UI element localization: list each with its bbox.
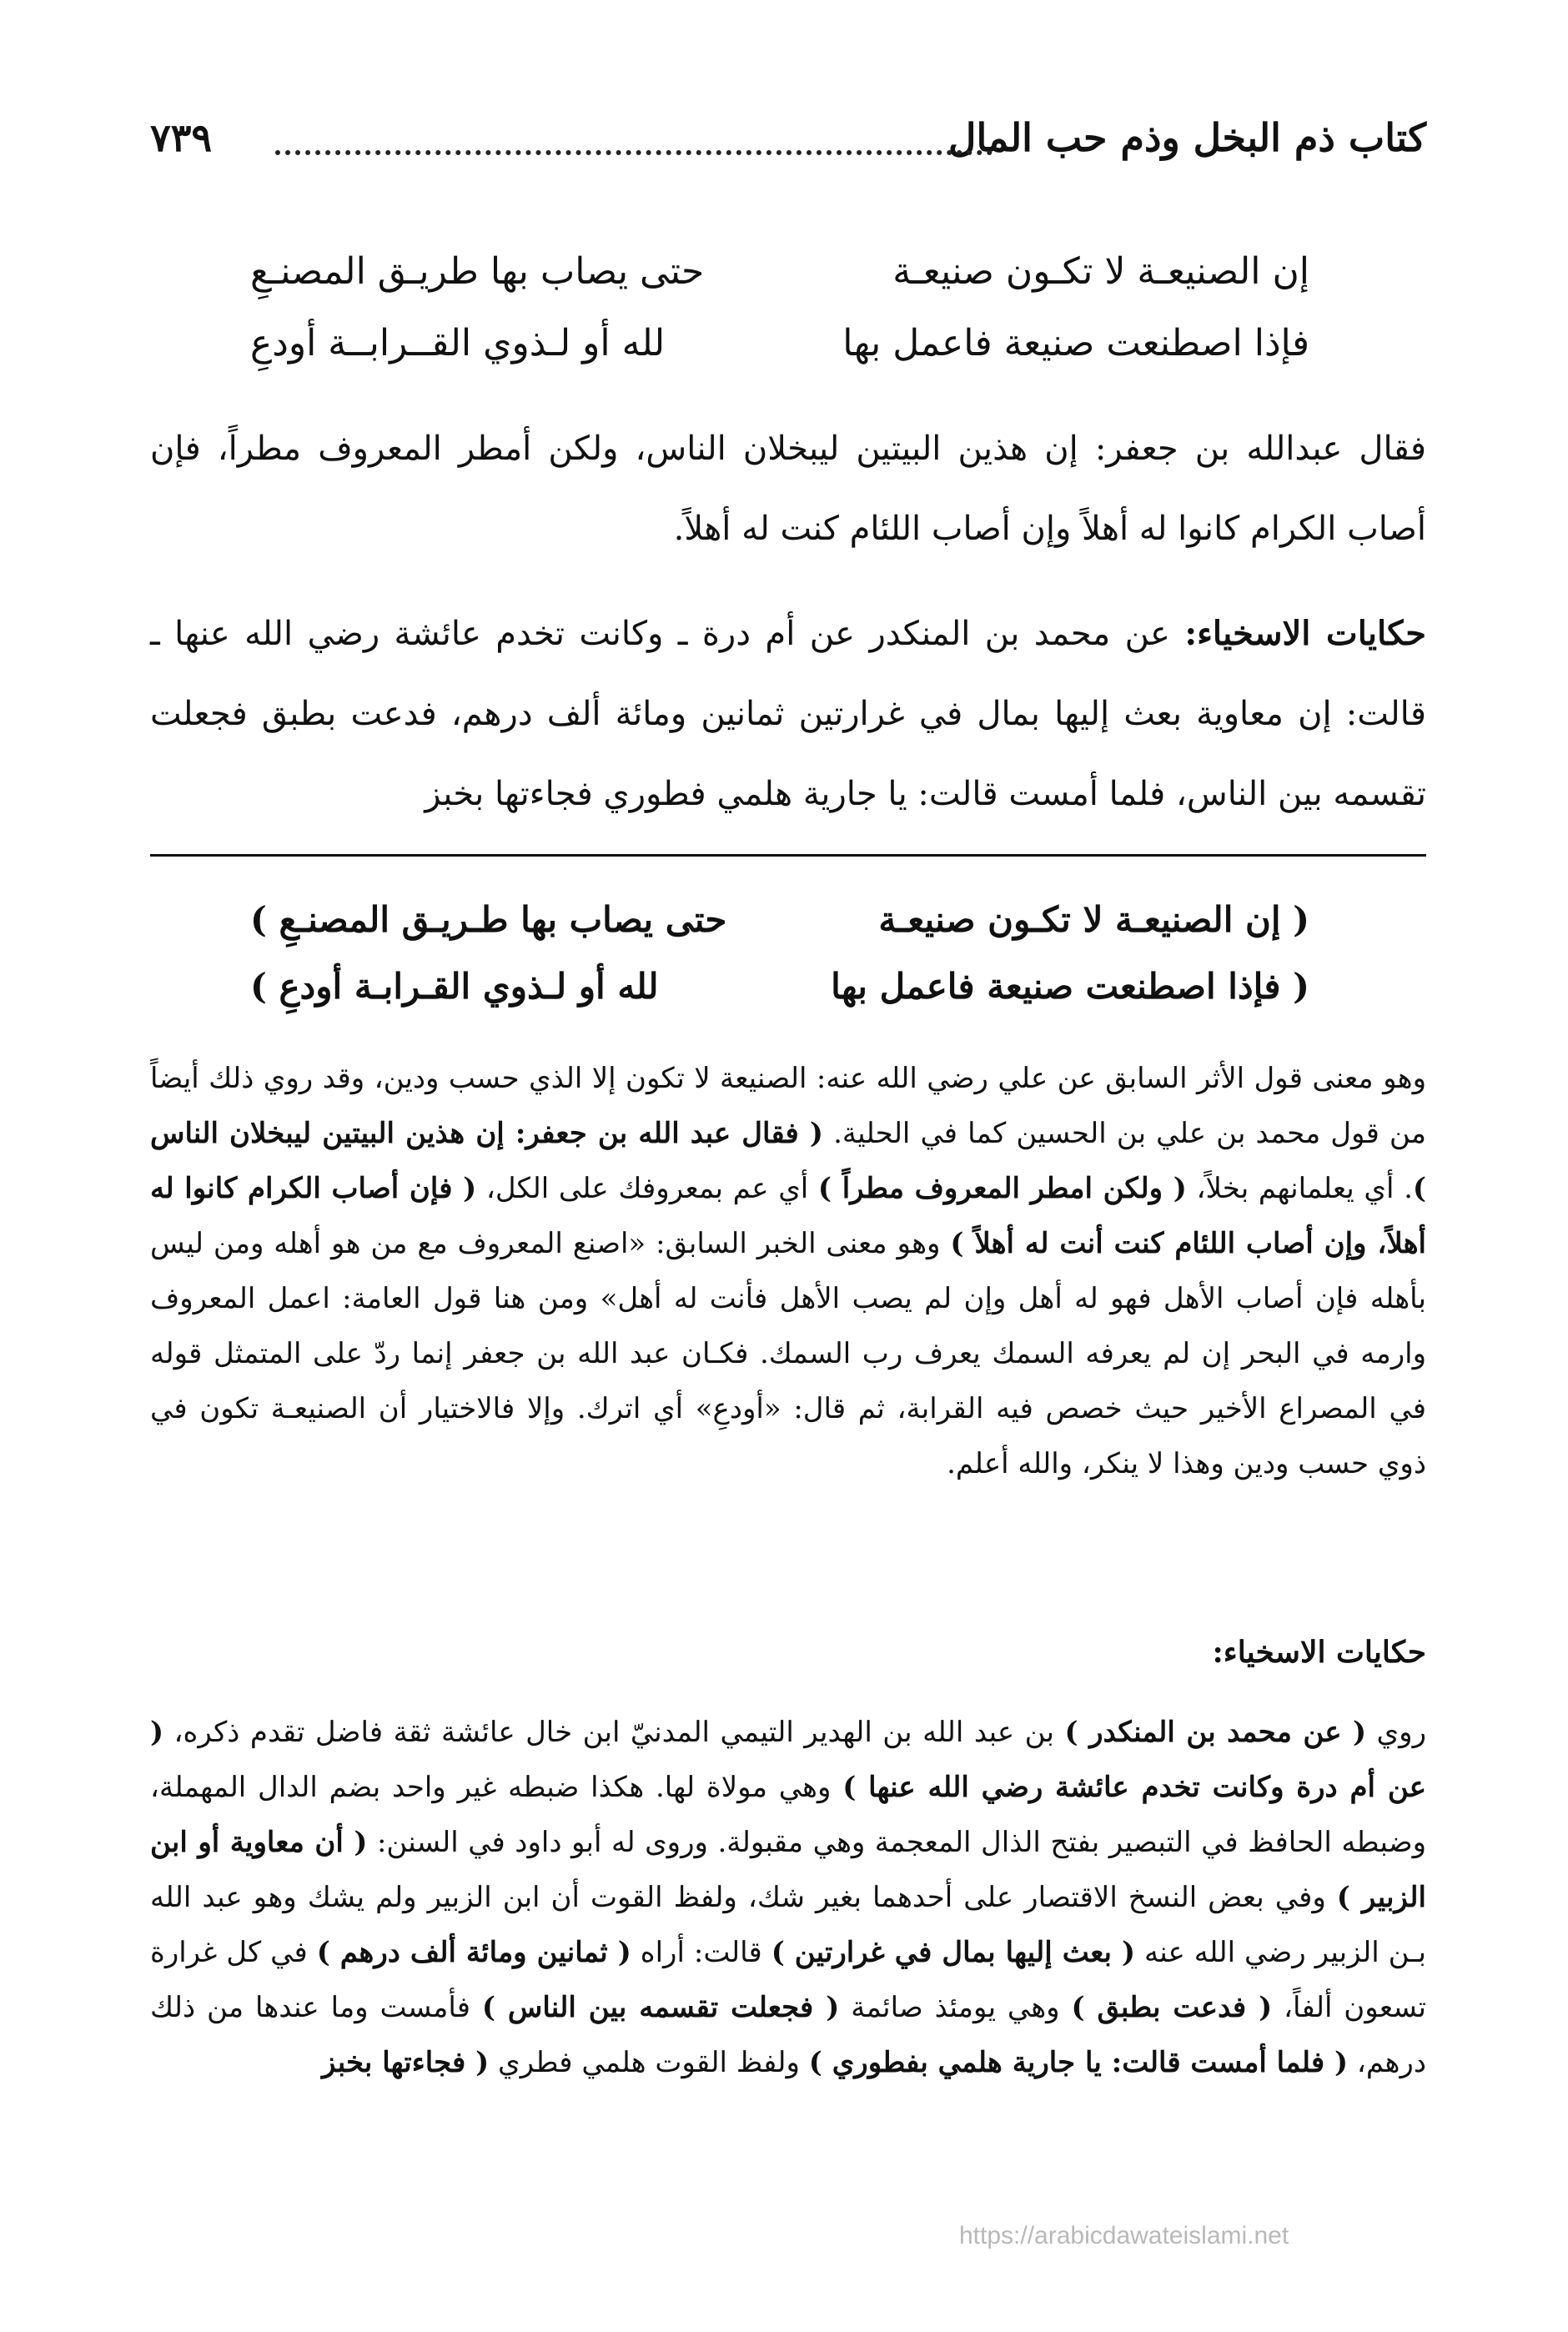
verse-line [250, 966, 1309, 1033]
verse-first-hemistich: ( إن الصنيعـة لا تكـون صنيعـة [878, 899, 1309, 940]
page-header [150, 115, 1426, 190]
verse-second-hemistich: لله أو لـذوي القــرابــة أودعِ [250, 322, 666, 364]
section-heading: حكايات الاسخياء: [1184, 614, 1427, 653]
watermark-url: https://arabicdawateislami.net [959, 2222, 1289, 2249]
sharh-paragraph-2 [150, 1705, 1426, 2090]
matn-paragraph-1 [150, 409, 1426, 569]
running-title: كتاب ذم البخل وذم حب المال [948, 115, 1426, 160]
paragraph-text: فقال عبدالله بن جعفر: إن هذين البيتين ليبخلان الناس، ولكن أمطر المعروف مطراً، فإن أصاب الكرام كانوا له أهلاً وإن أصاب اللئام كنت له أهلاً. [150, 430, 1426, 548]
verse-line [250, 250, 1309, 322]
verse-line [250, 899, 1309, 966]
header-dotted-leader [275, 150, 993, 155]
verse-second-hemistich: لله أو لـذوي القـرابـة أودعِ ) [250, 966, 659, 1007]
paragraph-text: حكايات الاسخياء: عن محمد بن المنكدر عن أم درة ـ وكانت تخدم عائشة رضي الله عنها ـ قالت: إن معاوية بعث إليها بمال في غرارتين ثمانين ومائة ألف درهم، فدعت بطبق فجعلت تقسمه بين الناس، فلما أمست قالت: يا جارية هلمي فطوري فجاءتها بخبز [150, 614, 1427, 813]
matn-paragraph-2 [150, 594, 1426, 834]
paragraph-text: وهو معنى قول الأثر السابق عن علي رضي الله عنه: الصنيعة لا تكون إلا الذي حسب ودين، وقد روي ذلك أيضاً من قول محمد بن علي بن الحسين كما في الحلية. ( فقال عبد الله بن جعفر: إن هذين البيتين ليبخلان الناس ). أي يعلمانهم بخلاً، ( ولكن امطر المعروف مطراً ) أي عم بمعروفك على الكل، ( فإن أصاب الكرام كانوا له أهلاً، وإن أصاب اللئام كنت أنت له أهلاً ) وهو معنى الخبر السابق: «اصنع المعروف مع من هو أهله ومن ليس بأهله فإن أصاب الأهل فهو له أهل وإن لم يصب الأهل فأنت له أهل» ومن هنا قول العامة: اعمل المعروف وارمه في البحر إن لم يعرفه السمك يعرف رب السمك. فكـان عبد الله بن جعفر إنما ردّ على المتمثل قوله في المصراع الأخير حيث خصص فيه القرابة، ثم قال: «أودعِ» أي اترك. وإلا فالاختيار أن الصنيعـة تكون في ذوي حسب ودين وهذا لا ينكر، والله أعلم. [150, 1062, 1427, 1480]
page-number: ٧٣٩ [150, 115, 213, 160]
sharh-section-heading: حكايات الاسخياء: [1212, 1635, 1426, 1670]
verse-second-hemistich: حتى يصاب بها طريـق المصنـعِ [250, 250, 705, 293]
verse-first-hemistich: ( فإذا اصطنعت صنيعة فاعمل بها [831, 966, 1309, 1007]
top-verses [250, 250, 1309, 394]
sharh-verses [250, 899, 1309, 1033]
verse-first-hemistich: فإذا اصطنعت صنيعة فاعمل بها [842, 322, 1309, 364]
verse-line [250, 322, 1309, 394]
paragraph-text: روي ( عن محمد بن المنكدر ) بن عبد الله بن الهدير التيمي المدنيّ ابن خال عائشة ثقة فاضل تقدم ذكره، ( عن أم درة وكانت تخدم عائشة رضي الله عنها ) وهي مولاة لها. هكذا ضبطه غير واحد بضم الدال المهملة، وضبطه الحافظ في التبصير بفتح الذال المعجمة وهي مقبولة. وروى له أبو داود في السنن: ( أن معاوية أو ابن الزبير ) وفي بعض النسخ الاقتصار على أحدهما بغير شك، ولفظ القوت أن ابن الزبير ولم يشك وهو عبد الله بـن الزبير رضي الله عنه ( بعث إليها بمال في غرارتين ) قالت: أراه ( ثمانين ومائة ألف درهم ) في كل غرارة تسعون ألفاً، ( فدعت بطبق ) وهي يومئذ صائمة ( فجعلت تقسمه بين الناس ) فأمست وما عندها من ذلك درهم، ( فلما أمست قالت: يا جارية هلمي بفطوري ) ولفظ القوت هلمي فطري ( فجاءتها بخبز [150, 1716, 1427, 2079]
verse-second-hemistich: حتى يصاب بها طـريـق المصنـعِ ) [250, 899, 727, 940]
sharh-paragraph-1 [150, 1051, 1426, 1491]
verse-first-hemistich: إن الصنيعـة لا تكـون صنيعـة [892, 250, 1309, 293]
footnote-divider [150, 854, 1426, 857]
